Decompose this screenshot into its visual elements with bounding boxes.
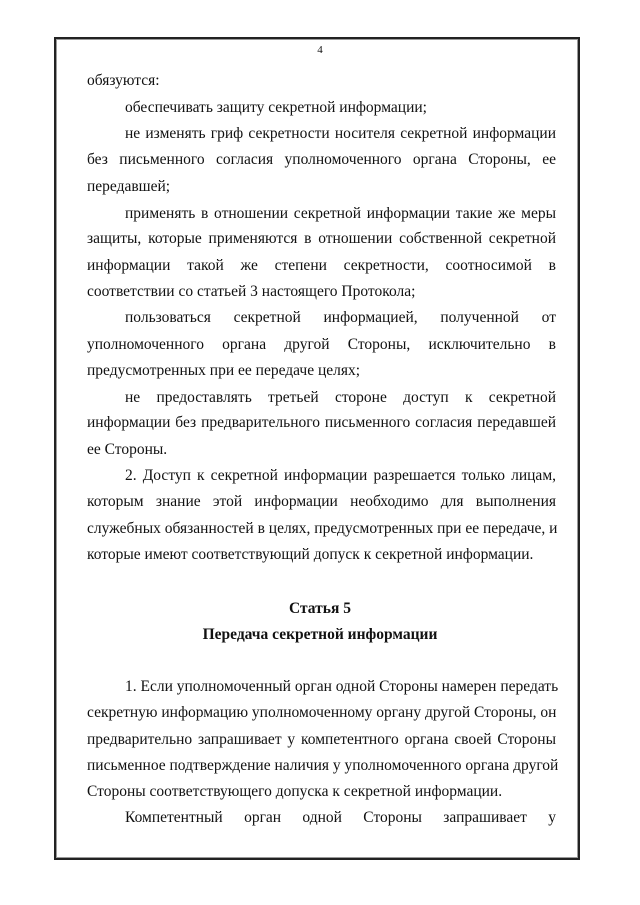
- text-line: письменное подтверждение наличия у уполномоченного органа другой: [87, 757, 559, 774]
- text-line: информации такой же степени секретности, соотносимой в: [87, 257, 556, 274]
- text-line: которым знание этой информации необходимо для выполнения: [87, 493, 556, 510]
- text-line: не предоставлять третьей стороне доступ к секретной: [125, 389, 556, 406]
- text-line: Стороны соответствующего допуска к секретной информации.: [87, 783, 503, 800]
- text-line: предусмотренных при ее передаче целях;: [87, 362, 361, 379]
- text-line: не изменять гриф секретности носителя секретной информации: [125, 125, 556, 142]
- text-line: 1. Если уполномоченный орган одной Стороны намерен передать: [125, 678, 559, 695]
- text-line: обязуются:: [87, 72, 160, 89]
- text-line: Компетентный орган одной Стороны запрашивает у: [125, 809, 556, 826]
- article-number: Статья 5: [289, 600, 351, 617]
- text-line: без письменного согласия уполномоченного органа Стороны, ее: [87, 151, 556, 168]
- text-line: служебных обязанностей в целях, предусмотренных при ее передаче, и: [87, 520, 558, 537]
- text-line: защиты, которые применяются в отношении собственной секретной: [87, 230, 556, 247]
- article-title: Передача секретной информации: [202, 626, 438, 643]
- text-line: ее Стороны.: [87, 441, 168, 458]
- text-line: предварительно запрашивает у компетентного органа своей Стороны: [87, 731, 556, 748]
- text-line: обеспечивать защиту секретной информации;: [125, 99, 427, 116]
- text-line: информации без предварительного письменного согласия передавшей: [87, 414, 556, 431]
- text-line: соответствии со статьей 3 настоящего Протокола;: [87, 283, 416, 300]
- text-line: передавшей;: [87, 178, 171, 195]
- text-line: 2. Доступ к секретной информации разрешается только лицам,: [125, 467, 556, 484]
- text-line: уполномоченного органа другой Стороны, исключительно в: [87, 336, 556, 353]
- page-number: 4: [317, 44, 323, 56]
- text-line: пользоваться секретной информацией, полученной от: [125, 309, 556, 326]
- text-line: применять в отношении секретной информации такие же меры: [125, 205, 556, 222]
- text-line: секретную информацию уполномоченному органу другой Стороны, он: [87, 704, 557, 721]
- text-line: которые имеют соответствующий допуск к секретной информации.: [87, 546, 534, 563]
